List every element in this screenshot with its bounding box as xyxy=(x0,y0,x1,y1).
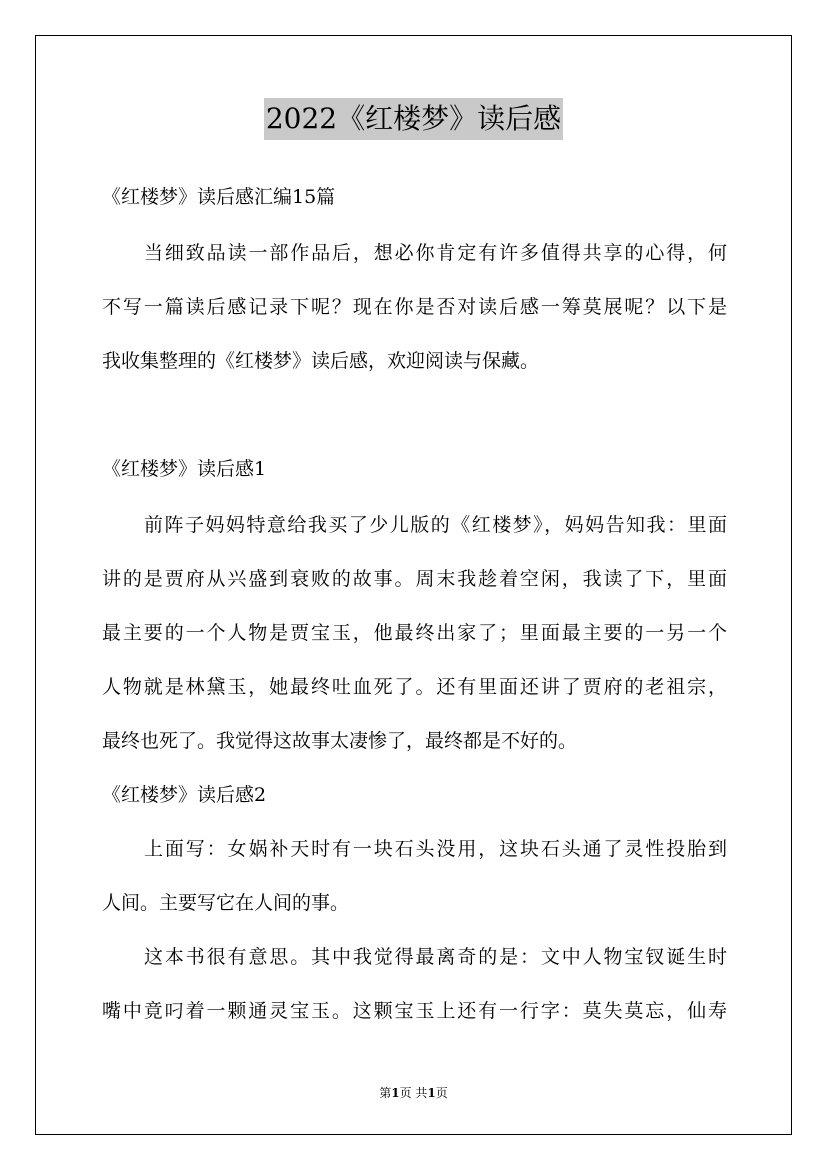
paragraph-line: 最终也死了。我觉得这故事太凄惨了，最终都是不好的。 xyxy=(102,730,578,752)
paragraph-line: 嘴中竟叼着一颗通灵宝玉。这颗宝玉上还有一行字：莫失莫忘，仙寿 xyxy=(102,1000,727,1022)
paragraph-line: 当细致品读一部作品后，想必你肯定有许多值得共享的心得，何 xyxy=(144,242,727,264)
paragraph-line: 我收集整理的《红楼梦》读后感，欢迎阅读与保藏。 xyxy=(102,350,540,372)
paragraph-line: 最主要的一个人物是贾宝玉，他最终出家了；里面最主要的一另一个 xyxy=(102,622,727,644)
section-heading-1: 《红楼梦》读后感1 xyxy=(102,458,267,480)
total-page-number: 1 xyxy=(427,1086,436,1100)
current-page-number: 1 xyxy=(391,1086,400,1100)
paragraph-line: 不写一篇读后感记录下呢？现在你是否对读后感一筹莫展呢？以下是 xyxy=(102,296,727,318)
paragraph-line: 讲的是贾府从兴盛到衰败的故事。周末我趁着空闲，我读了下，里面 xyxy=(102,568,727,590)
section-heading-2: 《红楼梦》读后感2 xyxy=(102,784,267,806)
paragraph-line: 前阵子妈妈特意给我买了少儿版的《红楼梦》，妈妈告知我：里面 xyxy=(144,514,727,536)
intro-heading: 《红楼梦》读后感汇编15篇 xyxy=(102,186,336,208)
document-title: 2022《红楼梦》读后感 xyxy=(264,98,563,140)
paragraph-line: 上面写：女娲补天时有一块石头没用，这块石头通了灵性投胎到 xyxy=(144,838,727,860)
paragraph-line: 这本书很有意思。其中我觉得最离奇的是：文中人物宝钗诞生时 xyxy=(144,946,727,968)
page-footer: 第1页 共1页 xyxy=(379,1086,448,1100)
paragraph-line: 人间。主要写它在人间的事。 xyxy=(102,892,350,914)
paragraph-line: 人物就是林黛玉，她最终吐血死了。还有里面还讲了贾府的老祖宗， xyxy=(102,676,727,698)
document-title-wrap xyxy=(0,98,827,140)
